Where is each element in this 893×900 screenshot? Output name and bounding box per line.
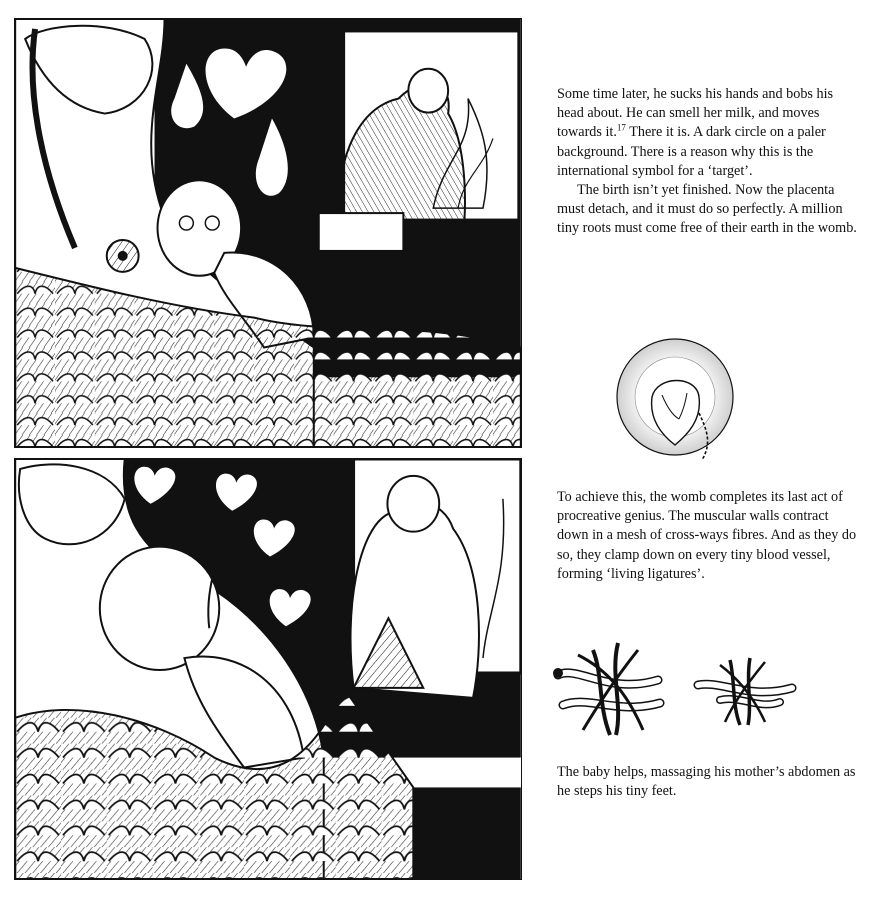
ligature-illustration-loose (548, 635, 670, 743)
comic-panel-bottom-illustration (15, 459, 521, 879)
text-column-middle (557, 488, 857, 584)
paragraph-milk-part-a: Some time later, he sucks his hands and bobs his head about. He can smell her milk, and moves towards it. (557, 86, 834, 141)
comic-panel-top (14, 18, 522, 448)
paragraph-milk (557, 85, 857, 181)
paragraph-baby-helps: The baby helps, massaging his mother’s abdomen as he steps his tiny feet. (557, 764, 856, 800)
comic-panel-bottom (14, 458, 522, 880)
paragraph-womb: To achieve this, the womb completes its last act of procreative genius. The muscular walls contract down in a mesh of cross-ways fibres. And as they do so, they clamp down on every tiny blood vessel, forming ‘living ligatures’. (557, 489, 857, 582)
placenta-illustration (607, 335, 747, 475)
comic-panel-top-illustration (15, 19, 521, 447)
text-column-top (557, 85, 857, 239)
ligature-illustration-tight (690, 650, 800, 730)
text-column-bottom (557, 763, 857, 801)
paragraph-placenta: The birth isn’t yet finished. Now the placenta must detach, and it must do so perfectly. A million tiny roots must come free of their earth in the womb. (557, 182, 857, 237)
paragraph-milk-part-b: There it is. A dark circle on a paler background. There is a reason why this is the international symbol for a ‘target’. (557, 124, 826, 179)
footnote-reference: 17 (616, 122, 626, 133)
